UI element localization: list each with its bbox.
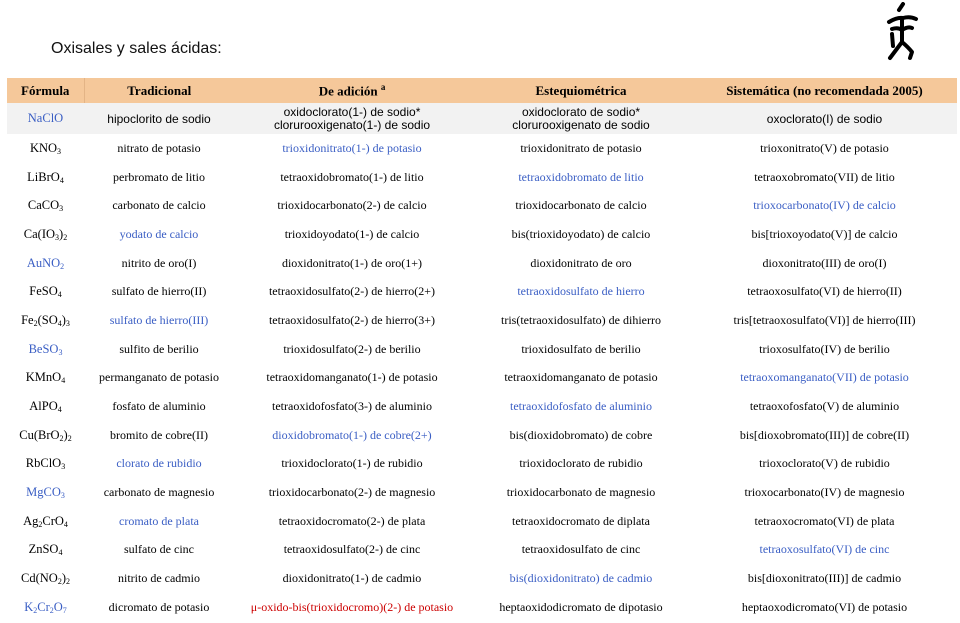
formula-part: ) xyxy=(61,312,66,327)
table-row xyxy=(7,335,957,364)
table-row xyxy=(7,306,957,335)
table-row xyxy=(7,593,957,622)
cell-sistematica: heptaoxodicromato(VI) de potasio xyxy=(741,599,908,614)
formula-part: K xyxy=(24,599,34,614)
cell-estequiometrica-line-2: clorurooxigenato de sodio xyxy=(512,117,650,132)
header-tradicional: Tradicional xyxy=(84,78,234,103)
cell-formula xyxy=(7,536,84,565)
cell-tradicional: sulfito de berilio xyxy=(119,341,199,356)
formula-subscript: 2 xyxy=(38,519,43,529)
cell-estequiometrica: tetraoxidomanganato de potasio xyxy=(504,370,658,385)
cell-sistematica: oxoclorato(I) de sodio xyxy=(692,103,957,134)
formula-subscript: 4 xyxy=(61,376,66,386)
cell-sistematica: bis[trioxoyodato(V)] de calcio xyxy=(751,226,898,241)
table-row xyxy=(7,478,957,507)
formula-part: FeSO xyxy=(29,284,58,299)
cell-tradicional: permanganato de potasio xyxy=(99,370,219,385)
oxisales-table xyxy=(7,78,957,622)
formula-part: ) xyxy=(61,571,66,586)
cell-adicion: tetraoxidosulfato(2-) de hierro(3+) xyxy=(268,312,436,327)
header-adicion-label: De adición xyxy=(318,83,378,99)
cell-sistematica: trioxosulfato(IV) de berilio xyxy=(759,341,890,356)
table-row xyxy=(7,277,957,306)
cell-sistematica: tetraoxobromato(VII) de litio xyxy=(754,169,895,184)
cell-formula xyxy=(7,163,84,192)
formula-part: ) xyxy=(59,226,64,241)
formula-part: KMnO xyxy=(25,370,62,385)
cell-adicion xyxy=(234,103,470,134)
formula-subscript: 2 xyxy=(65,577,70,587)
cell-estequiometrica: trioxidocarbonato de magnesio xyxy=(506,485,656,500)
formula-part: MgCO xyxy=(26,485,61,500)
formula-part: BeSO xyxy=(28,341,59,356)
formula-subscript: 2 xyxy=(60,261,65,271)
cell-estequiometrica: tetraoxidobromato de litio xyxy=(518,169,644,184)
formula-subscript: 2 xyxy=(63,232,68,242)
cell-formula xyxy=(7,103,84,134)
table-row xyxy=(7,507,957,536)
formula-part: CrO xyxy=(42,513,64,528)
formula-subscript: 4 xyxy=(57,405,62,415)
cell-formula xyxy=(7,478,84,507)
formula-subscript: 3 xyxy=(57,146,62,156)
formula-part: Cr xyxy=(37,599,50,614)
formula-subscript: 7 xyxy=(62,605,67,615)
cell-tradicional: nitrito de oro(I) xyxy=(121,255,197,270)
cell-tradicional: perbromato de litio xyxy=(113,169,205,184)
cell-formula xyxy=(7,249,84,278)
cell-tradicional: sulfato de hierro(II) xyxy=(111,284,207,299)
cell-tradicional: carbonato de calcio xyxy=(112,198,206,213)
cell-tradicional: clorato de rubidio xyxy=(116,456,202,471)
cell-adicion-line-2: clorurooxigenato(1-) de sodio xyxy=(273,117,431,132)
cell-formula xyxy=(7,191,84,220)
formula-subscript: 4 xyxy=(57,290,62,300)
formula-part: (SO xyxy=(37,312,58,327)
cell-adicion: trioxidoyodato(1-) de calcio xyxy=(284,226,420,241)
formula-part: O xyxy=(53,599,63,614)
cell-adicion: tetraoxidocromato(2-) de plata xyxy=(278,513,426,528)
formula-part: NaClO xyxy=(27,111,64,125)
cell-estequiometrica: bis(dioxidobromato) de cobre xyxy=(509,427,653,442)
formula-part: KNO xyxy=(29,140,58,155)
cell-sistematica: tetraoxomanganato(VII) de potasio xyxy=(740,370,909,385)
cell-formula xyxy=(7,507,84,536)
header-formula: Fórmula xyxy=(7,78,84,103)
formula-subscript: 3 xyxy=(55,232,60,242)
cell-sistematica: bis[dioxobromato(III)] de cobre(II) xyxy=(739,427,910,442)
formula-subscript: 3 xyxy=(58,347,63,357)
header-adicion xyxy=(234,78,470,103)
cell-adicion: trioxidocarbonato(2-) de magnesio xyxy=(268,485,436,500)
cell-formula xyxy=(7,392,84,421)
page-title: Oxisales y sales ácidas: xyxy=(51,40,222,57)
formula-part: RbClO xyxy=(25,456,62,471)
cell-estequiometrica: tetraoxidocromato de diplata xyxy=(512,513,650,528)
formula-part: ZnSO xyxy=(28,542,59,557)
cell-estequiometrica: bis(trioxidoyodato) de calcio xyxy=(511,226,651,241)
formula-subscript: 4 xyxy=(63,519,68,529)
table-row xyxy=(7,249,957,278)
header-sistematica: Sistemática (no recomendada 2005) xyxy=(692,78,957,103)
cell-estequiometrica: dioxidonitrato de oro xyxy=(530,255,632,270)
formula-part: Cu(BrO xyxy=(19,427,60,442)
formula-part: AlPO xyxy=(29,399,58,414)
cell-adicion: dioxidonitrato(1-) de oro(1+) xyxy=(281,255,423,270)
cell-sistematica: tetraoxofosfato(V) de aluminio xyxy=(749,399,900,414)
table-row xyxy=(7,536,957,565)
cell-adicion: dioxidonitrato(1-) de cadmio xyxy=(282,571,422,586)
cell-tradicional: yodato de calcio xyxy=(119,226,199,241)
table-row xyxy=(7,220,957,249)
formula-subscript: 2 xyxy=(57,577,62,587)
cell-tradicional: hipoclorito de sodio xyxy=(84,103,234,134)
formula-subscript: 3 xyxy=(61,462,66,472)
cell-sistematica: tetraoxosulfato(VI) de cinc xyxy=(759,542,890,557)
cell-formula xyxy=(7,306,84,335)
cell-adicion: tetraoxidobromato(1-) de litio xyxy=(280,169,424,184)
cell-estequiometrica: tetraoxidosulfato de cinc xyxy=(521,542,641,557)
table-row xyxy=(7,163,957,192)
cell-estequiometrica: heptaoxidodicromato de dipotasio xyxy=(499,599,663,614)
formula-part: ) xyxy=(63,427,68,442)
cell-adicion: tetraoxidosulfato(2-) de hierro(2+) xyxy=(268,284,436,299)
cell-formula xyxy=(7,335,84,364)
cell-sistematica: tris[tetraoxosulfato(VI)] de hierro(III) xyxy=(733,312,916,327)
cell-sistematica: trioxonitrato(V) de potasio xyxy=(760,140,889,155)
cell-tradicional: dicromato de potasio xyxy=(108,599,210,614)
formula-subscript: 2 xyxy=(33,318,38,328)
cell-formula xyxy=(7,277,84,306)
cell-adicion: tetraoxidosulfato(2-) de cinc xyxy=(283,542,421,557)
formula-subscript: 3 xyxy=(60,491,65,501)
table-header-row xyxy=(7,78,957,103)
cell-estequiometrica: bis(dioxidonitrato) de cadmio xyxy=(509,571,653,586)
cell-estequiometrica: trioxidocarbonato de calcio xyxy=(515,198,647,213)
cell-adicion: trioxidosulfato(2-) de berilio xyxy=(283,341,421,356)
formula-part: Fe xyxy=(21,312,34,327)
formula-subscript: 2 xyxy=(33,605,38,615)
formula-subscript: 4 xyxy=(59,175,64,185)
formula-part: LiBrO xyxy=(27,169,60,184)
cell-sistematica: bis[dioxonitrato(III)] de cadmio xyxy=(747,571,902,586)
cell-sistematica: tetraoxosulfato(VI) de hierro(II) xyxy=(747,284,902,299)
cell-sistematica: trioxocarbonato(IV) de calcio xyxy=(753,198,896,213)
cell-sistematica: trioxoclorato(V) de rubidio xyxy=(759,456,890,471)
cell-formula xyxy=(7,220,84,249)
formula-subscript: 2 xyxy=(67,433,72,443)
cell-formula xyxy=(7,593,84,622)
cell-estequiometrica: trioxidoclorato de rubidio xyxy=(519,456,643,471)
formula-part: AuNO xyxy=(26,255,61,270)
cell-adicion-line-1: oxidoclorato(1-) de sodio* xyxy=(283,104,421,119)
formula-subscript: 3 xyxy=(59,204,64,214)
table-row xyxy=(7,421,957,450)
cell-formula xyxy=(7,564,84,593)
cell-adicion: trioxidoclorato(1-) de rubidio xyxy=(281,456,423,471)
cell-tradicional: sulfato de hierro(III) xyxy=(109,312,209,327)
formula-subscript: 3 xyxy=(65,318,70,328)
cell-estequiometrica: tetraoxidofosfato de aluminio xyxy=(510,399,652,414)
formula-subscript: 4 xyxy=(58,548,63,558)
cell-estequiometrica xyxy=(470,103,692,134)
cell-adicion: tetraoxidomanganato(1-) de potasio xyxy=(266,370,438,385)
table-row xyxy=(7,450,957,479)
cell-sistematica: dioxonitrato(III) de oro(I) xyxy=(762,255,887,270)
cell-tradicional: carbonato de magnesio xyxy=(103,485,215,500)
cell-estequiometrica: trioxidonitrato de potasio xyxy=(520,140,642,155)
formula-subscript: 2 xyxy=(49,605,54,615)
table-row xyxy=(7,364,957,393)
cell-formula xyxy=(7,364,84,393)
formula-part: Ca(IO xyxy=(23,226,56,241)
formula-subscript: 4 xyxy=(57,318,62,328)
cell-tradicional: sulfato de cinc xyxy=(124,542,194,557)
cell-estequiometrica: tetraoxidosulfato de hierro xyxy=(517,284,645,299)
cell-adicion: dioxidobromato(1-) de cobre(2+) xyxy=(272,427,432,442)
formula-part: CaCO xyxy=(27,198,60,213)
cell-estequiometrica: trioxidosulfato de berilio xyxy=(521,341,641,356)
cell-formula xyxy=(7,134,84,163)
cell-adicion: μ-oxido-bis(trioxidocromo)(2-) de potasio xyxy=(250,599,454,614)
cell-tradicional: cromato de plata xyxy=(119,513,199,528)
cell-formula xyxy=(7,450,84,479)
cell-tradicional: fosfato de aluminio xyxy=(112,399,206,414)
header-adicion-footnote: a xyxy=(380,81,386,92)
formula-part: Cd(NO xyxy=(21,571,58,586)
header-estequiometrica: Estequiométrica xyxy=(470,78,692,103)
table-row xyxy=(7,103,957,134)
table-row xyxy=(7,392,957,421)
cell-tradicional: bromito de cobre(II) xyxy=(110,427,208,442)
cell-tradicional: nitrato de potasio xyxy=(117,140,201,155)
cell-sistematica: tetraoxocromato(VI) de plata xyxy=(754,513,895,528)
table-row xyxy=(7,134,957,163)
table-row xyxy=(7,564,957,593)
cell-estequiometrica: tris(tetraoxidosulfato) de dihierro xyxy=(501,312,661,327)
table-row xyxy=(7,191,957,220)
cell-sistematica: trioxocarbonato(IV) de magnesio xyxy=(744,485,905,500)
logo-glyph-icon xyxy=(880,2,924,62)
cell-adicion: tetraoxidofosfato(3-) de aluminio xyxy=(272,399,432,414)
cell-adicion: trioxidonitrato(1-) de potasio xyxy=(282,140,422,155)
cell-estequiometrica-line-1: oxidoclorato de sodio* xyxy=(521,104,641,119)
cell-tradicional: nitrito de cadmio xyxy=(118,571,200,586)
cell-adicion: trioxidocarbonato(2-) de calcio xyxy=(277,198,427,213)
formula-subscript: 2 xyxy=(59,433,64,443)
formula-part: Ag xyxy=(23,513,39,528)
cell-formula xyxy=(7,421,84,450)
